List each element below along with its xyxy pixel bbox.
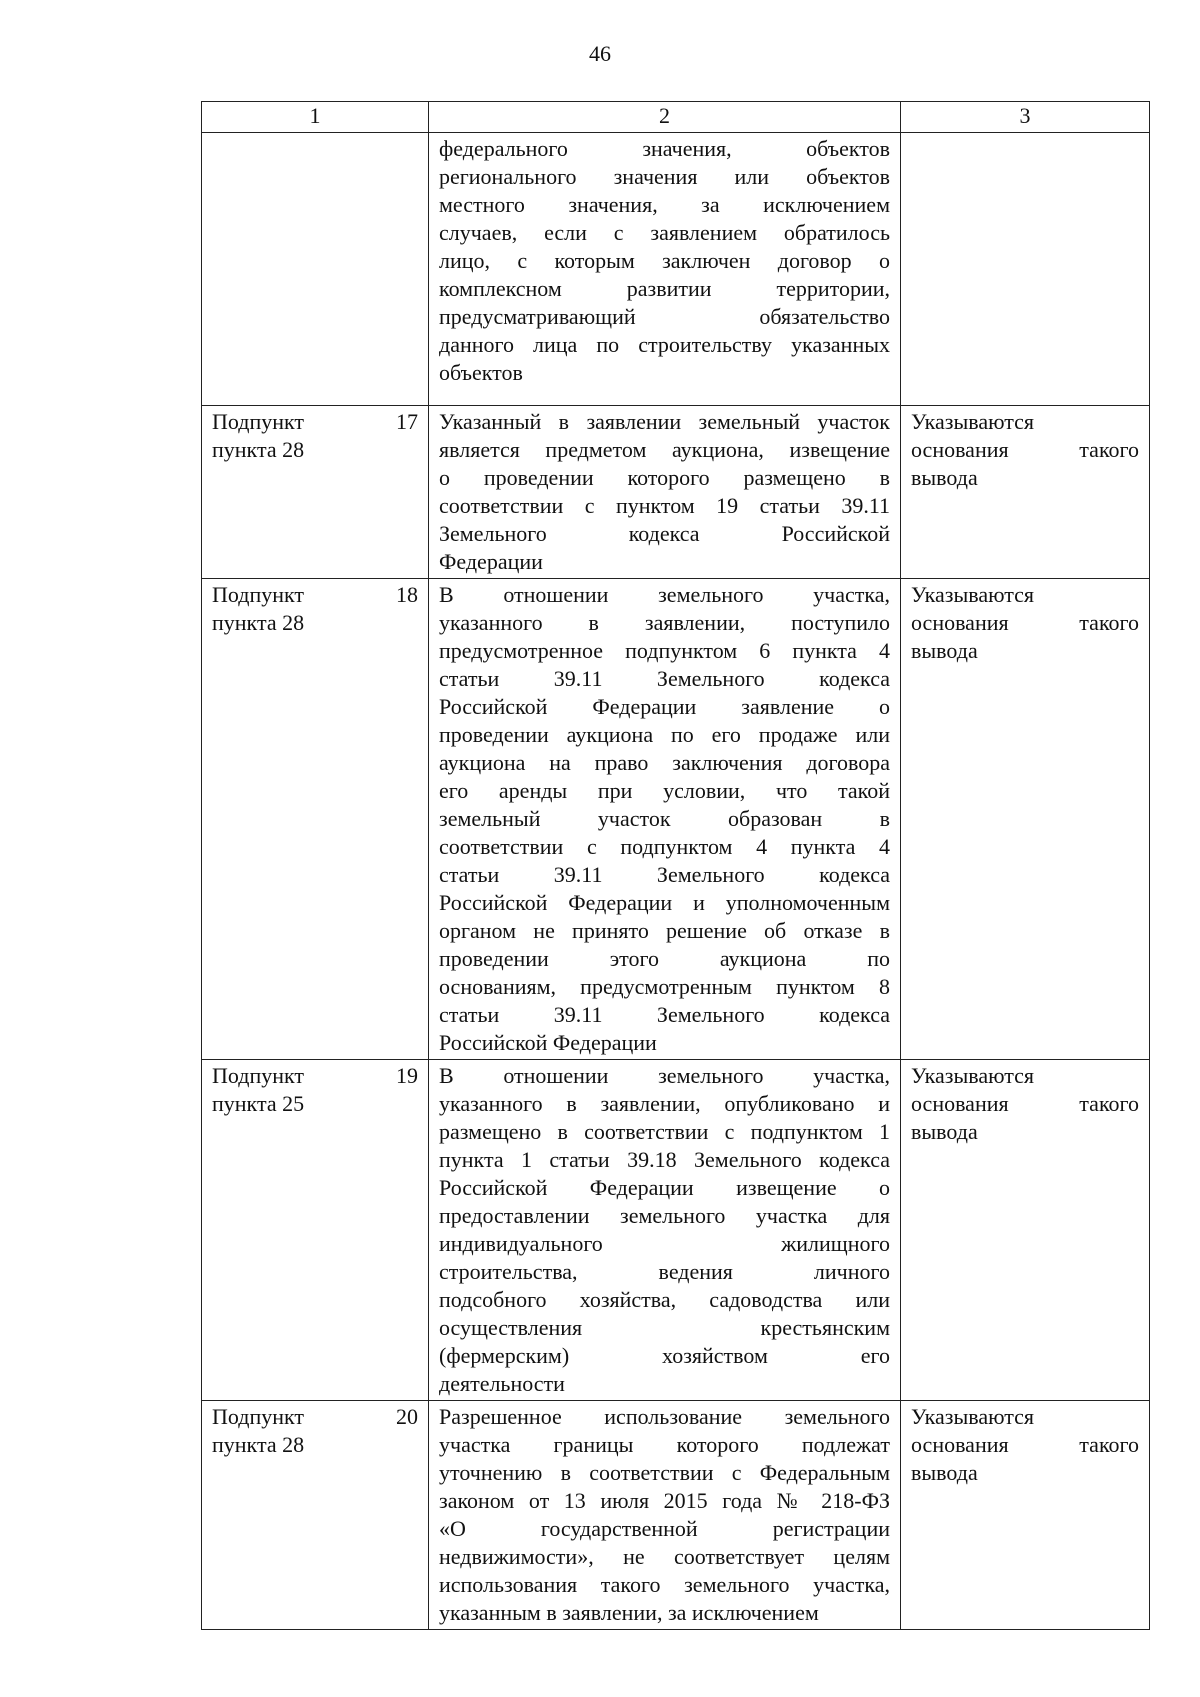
cell-line: основания такого bbox=[911, 1091, 1139, 1116]
table-header-row bbox=[202, 102, 1150, 133]
cell-line: Разрешенное использование земельного bbox=[439, 1404, 890, 1429]
cell-line: Земельного кодекса Российской bbox=[439, 521, 890, 546]
cell-line: указанного в заявлении, поступило bbox=[439, 610, 890, 635]
cell-line: предусматривающий обязательство bbox=[439, 304, 890, 329]
cell-line: пункта 28 bbox=[212, 437, 305, 462]
cell-line: статьи 39.11 Земельного кодекса bbox=[439, 1002, 890, 1027]
cell-line: Указанный в заявлении земельный участок bbox=[439, 409, 890, 434]
page-number: 46 bbox=[589, 41, 611, 66]
cell-line: подсобного хозяйства, садоводства или bbox=[439, 1287, 890, 1312]
cell-line: вывода bbox=[911, 1119, 978, 1144]
cell-line: В отношении земельного участка, bbox=[439, 1063, 890, 1088]
table-row bbox=[202, 406, 1150, 579]
cell-line: Российской Федерации bbox=[439, 1030, 657, 1055]
cell-line: Указываются bbox=[911, 1404, 1035, 1429]
table-row bbox=[202, 1401, 1150, 1630]
cell-line: Указываются bbox=[911, 582, 1035, 607]
cell-note bbox=[901, 1401, 1150, 1630]
cell-line: пункта 1 статьи 39.18 Земельного кодекса bbox=[439, 1147, 890, 1172]
cell-line: недвижимости», не соответствует целям bbox=[439, 1544, 890, 1569]
cell-line: аукциона на право заключения договора bbox=[439, 750, 890, 775]
cell-line: Подпункт 17 bbox=[212, 409, 418, 434]
cell-line: пункта 25 bbox=[212, 1091, 305, 1116]
cell-description bbox=[429, 406, 901, 579]
cell-line: «О государственной регистрации bbox=[439, 1516, 890, 1541]
cell-description bbox=[429, 133, 901, 406]
cell-line: органом не принято решение об отказе в bbox=[439, 918, 890, 943]
cell-line: является предметом аукциона, извещение bbox=[439, 437, 890, 462]
cell-line: проведении аукциона по его продаже или bbox=[439, 722, 890, 747]
cell-line: указанным в заявлении, за исключением bbox=[439, 1600, 819, 1625]
cell-line: объектов bbox=[439, 360, 523, 385]
cell-line: Российской Федерации и уполномоченным bbox=[439, 890, 890, 915]
cell-note bbox=[901, 1060, 1150, 1401]
cell-line: местного значения, за исключением bbox=[439, 192, 890, 217]
cell-line: размещено в соответствии с подпунктом 1 bbox=[439, 1119, 890, 1144]
cell-line: данного лица по строительству указанных bbox=[439, 332, 890, 357]
cell-line: проведении этого аукциона по bbox=[439, 946, 890, 971]
cell-line: Подпункт 18 bbox=[212, 582, 418, 607]
cell-line: Подпункт 20 bbox=[212, 1404, 418, 1429]
cell-line: случаев, если с заявлением обратилось bbox=[439, 220, 890, 245]
cell-line: статьи 39.11 Земельного кодекса bbox=[439, 666, 890, 691]
cell-line: указанного в заявлении, опубликовано и bbox=[439, 1091, 890, 1116]
cell-reference bbox=[202, 1401, 429, 1630]
cell-note bbox=[901, 133, 1150, 406]
cell-line: Федерации bbox=[439, 549, 543, 574]
cell-line: регионального значения или объектов bbox=[439, 164, 890, 189]
cell-line: основаниям, предусмотренным пунктом 8 bbox=[439, 974, 890, 999]
cell-line: предоставлении земельного участка для bbox=[439, 1203, 890, 1228]
cell-line: основания такого bbox=[911, 437, 1139, 462]
cell-line: уточнению в соответствии с Федеральным bbox=[439, 1460, 890, 1485]
cell-line: Российской Федерации заявление о bbox=[439, 694, 890, 719]
cell-line: комплексном развитии территории, bbox=[439, 276, 890, 301]
cell-line: основания такого bbox=[911, 610, 1139, 635]
cell-line: Подпункт 19 bbox=[212, 1063, 418, 1088]
cell-line: осуществления крестьянским bbox=[439, 1315, 890, 1340]
cell-line: его аренды при условии, что такой bbox=[439, 778, 890, 803]
cell-description bbox=[429, 1401, 901, 1630]
cell-line: строительства, ведения личного bbox=[439, 1259, 890, 1284]
cell-line: земельный участок образован в bbox=[439, 806, 890, 831]
cell-description bbox=[429, 579, 901, 1060]
cell-line: Российской Федерации извещение о bbox=[439, 1175, 890, 1200]
cell-line: индивидуального жилищного bbox=[439, 1231, 890, 1256]
cell-line: пункта 28 bbox=[212, 1432, 305, 1457]
column-header-3: 3 bbox=[901, 102, 1150, 133]
cell-line: участка границы которого подлежат bbox=[439, 1432, 890, 1457]
cell-line: основания такого bbox=[911, 1432, 1139, 1457]
cell-reference bbox=[202, 406, 429, 579]
cell-reference bbox=[202, 579, 429, 1060]
cell-line: соответствии с пунктом 19 статьи 39.11 bbox=[439, 493, 890, 518]
document-table bbox=[201, 101, 1150, 1630]
table-row bbox=[202, 579, 1150, 1060]
table-row bbox=[202, 133, 1150, 406]
cell-line: (фермерским) хозяйством его bbox=[439, 1343, 890, 1368]
cell-reference bbox=[202, 133, 429, 406]
cell-line: пункта 28 bbox=[212, 610, 305, 635]
cell-line: соответствии с подпунктом 4 пункта 4 bbox=[439, 834, 890, 859]
cell-line: вывода bbox=[911, 638, 978, 663]
cell-line: Указываются bbox=[911, 1063, 1035, 1088]
table-row bbox=[202, 1060, 1150, 1401]
cell-line: использования такого земельного участка, bbox=[439, 1572, 890, 1597]
cell-line: предусмотренное подпунктом 6 пункта 4 bbox=[439, 638, 890, 663]
cell-note bbox=[901, 579, 1150, 1060]
cell-line: статьи 39.11 Земельного кодекса bbox=[439, 862, 890, 887]
cell-line: Указываются bbox=[911, 409, 1035, 434]
cell-description bbox=[429, 1060, 901, 1401]
cell-line: федерального значения, объектов bbox=[439, 136, 890, 161]
cell-line: о проведении которого размещено в bbox=[439, 465, 890, 490]
cell-line: В отношении земельного участка, bbox=[439, 582, 890, 607]
cell-line: лицо, с которым заключен договор о bbox=[439, 248, 890, 273]
cell-line: вывода bbox=[911, 465, 978, 490]
cell-reference bbox=[202, 1060, 429, 1401]
cell-note bbox=[901, 406, 1150, 579]
cell-line: вывода bbox=[911, 1460, 978, 1485]
column-header-1: 1 bbox=[202, 102, 429, 133]
cell-line: законом от 13 июля 2015 года № 218-ФЗ bbox=[439, 1488, 890, 1513]
column-header-2: 2 bbox=[429, 102, 901, 133]
cell-line: деятельности bbox=[439, 1371, 565, 1396]
